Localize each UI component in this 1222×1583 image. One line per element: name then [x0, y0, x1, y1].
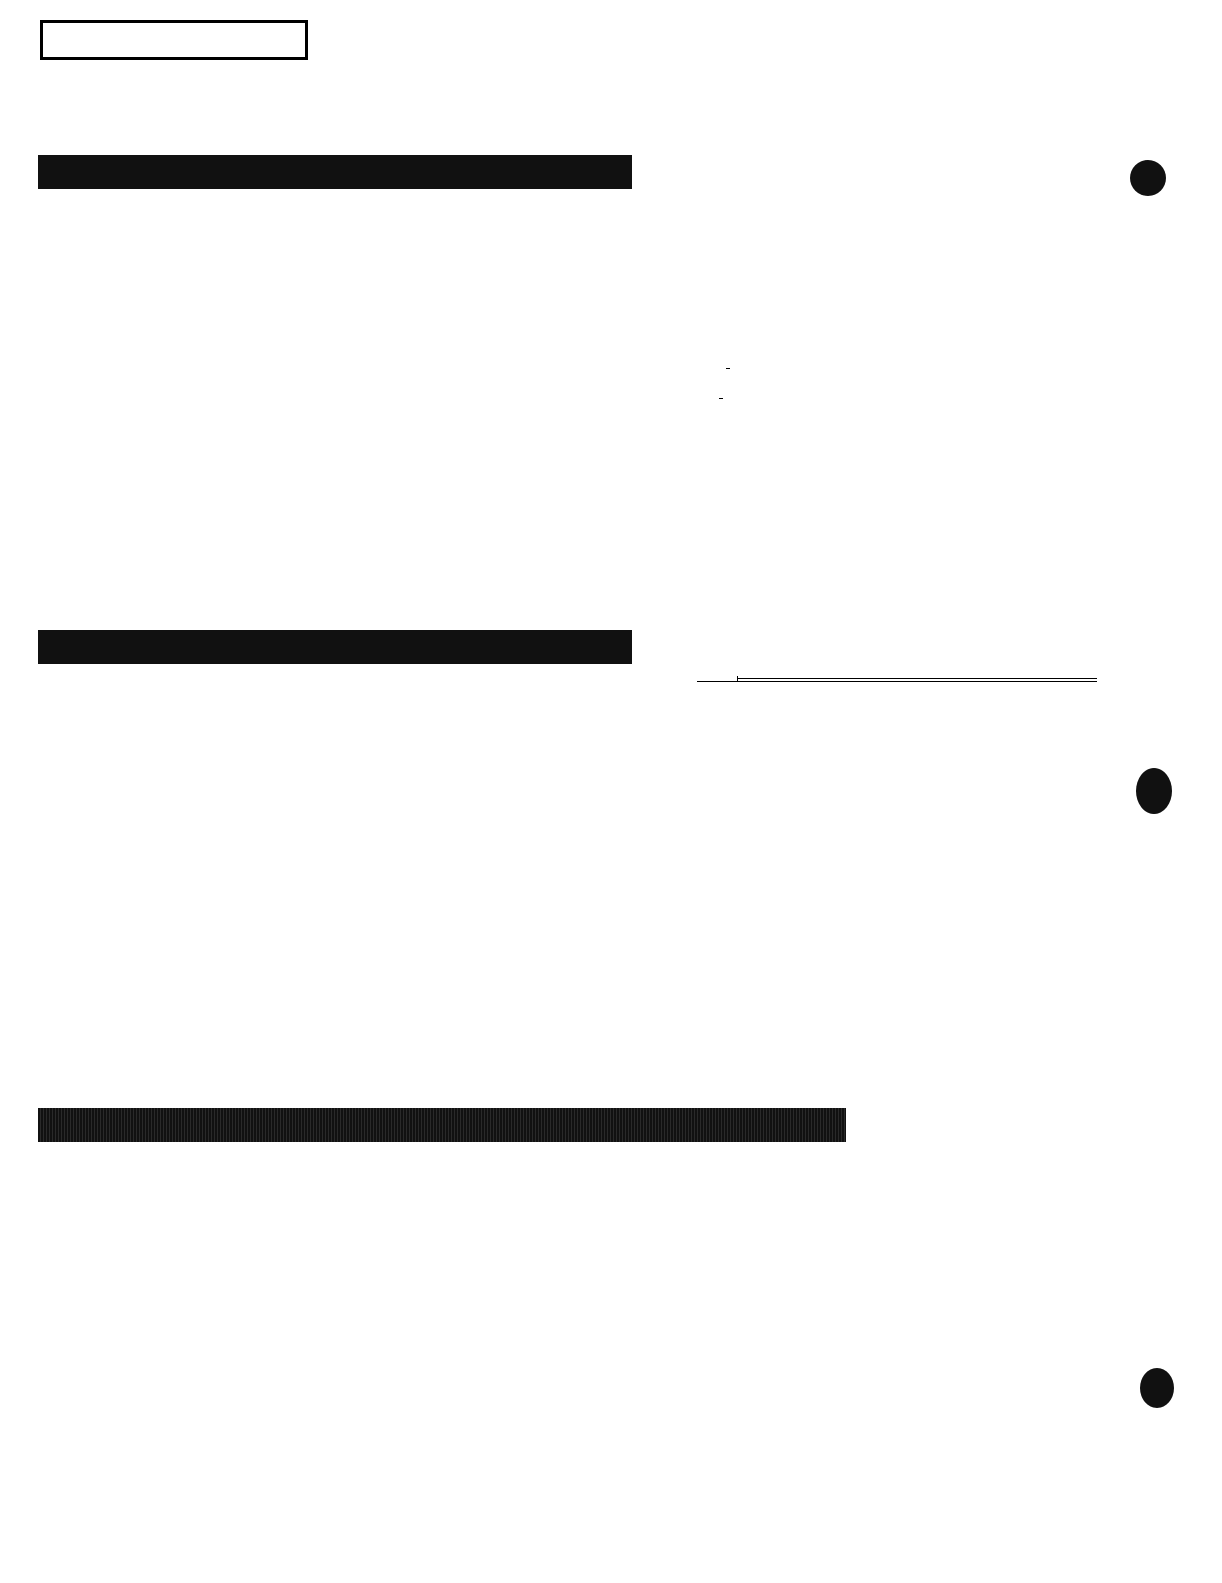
cf-empty-cell	[697, 679, 738, 682]
section-bar-50df064	[38, 1108, 846, 1142]
notes	[697, 352, 1117, 405]
binder-hole-icon	[1130, 160, 1166, 196]
binder-hole-icon	[1140, 1368, 1174, 1408]
section-bar-50df044	[38, 155, 632, 189]
formula-tldb	[715, 360, 1117, 376]
f3-fraction	[719, 398, 723, 399]
correction-factor-table	[697, 676, 1097, 696]
f3-num	[719, 398, 723, 399]
f1-num	[726, 368, 730, 369]
formula-tlwb	[715, 379, 1117, 395]
model-label	[40, 20, 308, 60]
cf-subtitle	[738, 679, 1098, 682]
f1-fraction	[726, 368, 730, 369]
formula-hlwb	[715, 398, 1117, 399]
section-bar-50df054	[38, 630, 632, 664]
binder-hole-icon	[1136, 768, 1172, 814]
